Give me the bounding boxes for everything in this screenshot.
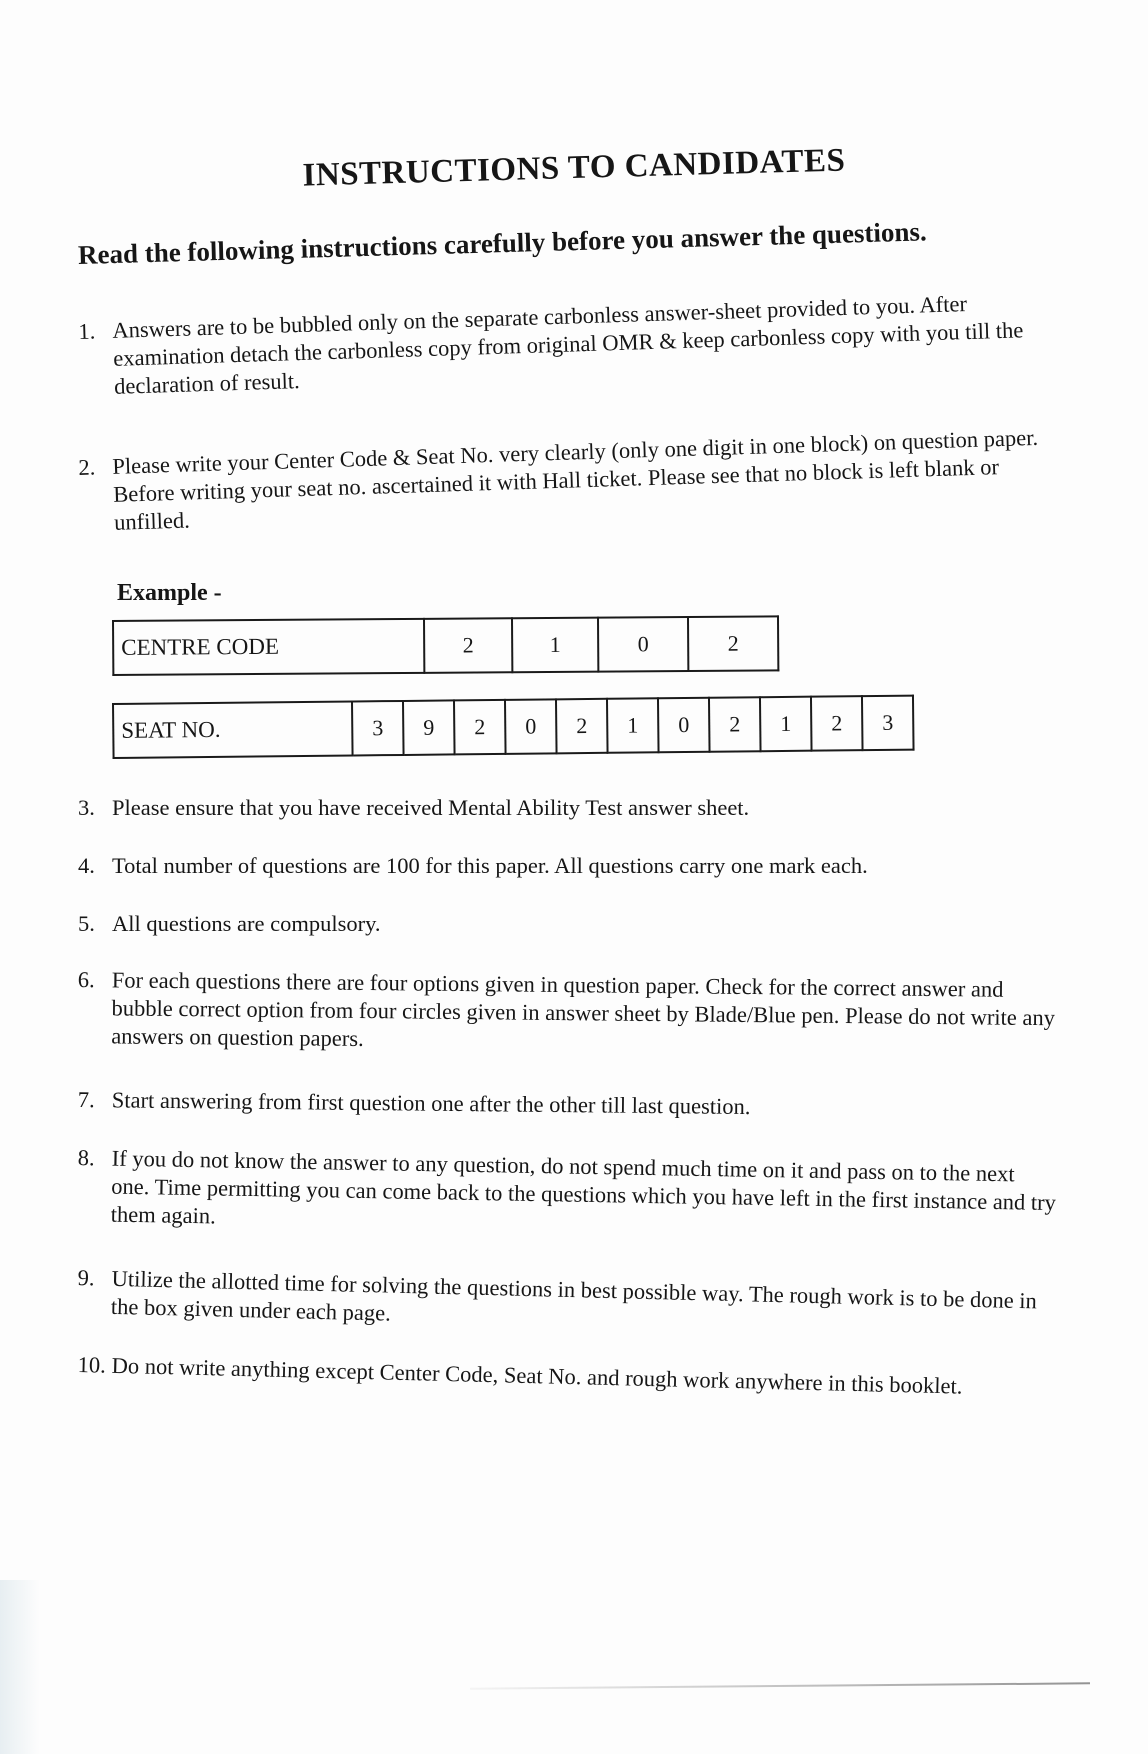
instruction-text: Utilize the allotted time for solving the questions in best possible way. The rough work is to be done in the box given under each page. bbox=[110, 1265, 1038, 1326]
instruction-number: 3. bbox=[78, 795, 95, 820]
instruction-item-5 bbox=[78, 910, 1058, 938]
seat-no-digit: 3 bbox=[352, 701, 404, 756]
centre-code-digit: 2 bbox=[424, 618, 512, 673]
instruction-item-4 bbox=[78, 852, 1058, 880]
instruction-item-3 bbox=[78, 794, 1058, 822]
example-label: Example - bbox=[117, 580, 222, 606]
instruction-item-8 bbox=[77, 1144, 1058, 1245]
instruction-number: 4. bbox=[78, 853, 95, 878]
seat-no-digit: 2 bbox=[556, 699, 608, 754]
instruction-number: 1. bbox=[78, 318, 96, 344]
instruction-text: For each questions there are four options given in question paper. Check for the correct answer and bubble correct option from four circles given in answer sheet by Blade/Blue pen. Please do not write any answers on question papers. bbox=[111, 967, 1056, 1051]
instruction-number: 6. bbox=[77, 966, 95, 993]
instruction-text: Answers are to be bubbled only on the separate carbonless answer-sheet provided to you. After examination detach the carbonless copy from original OMR & keep carbonless copy with you till the declaration of result. bbox=[112, 291, 1024, 399]
seat-no-digit: 1 bbox=[607, 698, 659, 753]
page-subtitle: Read the following instructions carefully before you answer the questions. bbox=[77, 216, 928, 270]
instruction-item-2 bbox=[78, 423, 1060, 538]
instruction-number: 9. bbox=[77, 1264, 95, 1291]
instruction-text: If you do not know the answer to any question, do not spend much time on it and pass on to the next one. Time permitting you can come back to the questions which you have left in the first instance and try them again. bbox=[110, 1145, 1057, 1229]
instruction-item-1 bbox=[78, 287, 1060, 402]
page-title: INSTRUCTIONS TO CANDIDATES bbox=[302, 142, 846, 194]
instruction-text: Please ensure that you have received Mental Ability Test answer sheet. bbox=[112, 795, 750, 820]
seat-no-digit: 3 bbox=[862, 696, 914, 751]
seat-no-digit: 2 bbox=[811, 696, 863, 751]
centre-code-label: CENTRE CODE bbox=[113, 619, 424, 675]
instruction-item-7 bbox=[78, 1086, 1058, 1124]
instruction-text: All questions are compulsory. bbox=[112, 911, 381, 936]
seat-no-digit: 0 bbox=[505, 699, 557, 754]
instruction-number: 7. bbox=[77, 1087, 95, 1113]
centre-code-digit: 1 bbox=[512, 618, 598, 673]
instruction-item-9 bbox=[77, 1264, 1058, 1344]
centre-code-table bbox=[112, 615, 779, 676]
scan-edge-shade bbox=[0, 1580, 40, 1754]
instruction-text: Start answering from first question one after the other till last question. bbox=[111, 1087, 751, 1120]
centre-code-digit: 2 bbox=[688, 616, 778, 671]
seat-no-digit: 2 bbox=[454, 700, 506, 755]
instruction-number: 8. bbox=[77, 1144, 95, 1171]
instruction-number: 2. bbox=[78, 454, 96, 480]
seat-no-digit: 1 bbox=[760, 697, 812, 752]
seat-no-table bbox=[112, 695, 915, 759]
seat-no-digit: 2 bbox=[709, 697, 761, 752]
instruction-text: Do not write anything except Center Code, Seat No. and rough work anywhere in this booklet. bbox=[111, 1352, 963, 1399]
seat-no-digit: 0 bbox=[658, 698, 710, 753]
instruction-number: 10. bbox=[77, 1351, 107, 1378]
scan-edge-line bbox=[470, 1682, 1090, 1689]
instruction-item-6 bbox=[77, 966, 1058, 1060]
seat-no-label: SEAT NO. bbox=[113, 701, 353, 757]
centre-code-digit: 0 bbox=[598, 617, 688, 672]
instruction-text: Total number of questions are 100 for this paper. All questions carry one mark each. bbox=[112, 853, 868, 878]
instruction-item-10 bbox=[77, 1351, 1057, 1403]
instruction-text: Please write your Center Code & Seat No. very clearly (only one digit in one block) on question paper. Before writing your seat no. ascertained it with Hall ticket. Please see that no block is left blank or unfilled. bbox=[112, 424, 1039, 535]
seat-no-digit: 9 bbox=[403, 700, 455, 755]
instruction-number: 5. bbox=[78, 911, 95, 936]
